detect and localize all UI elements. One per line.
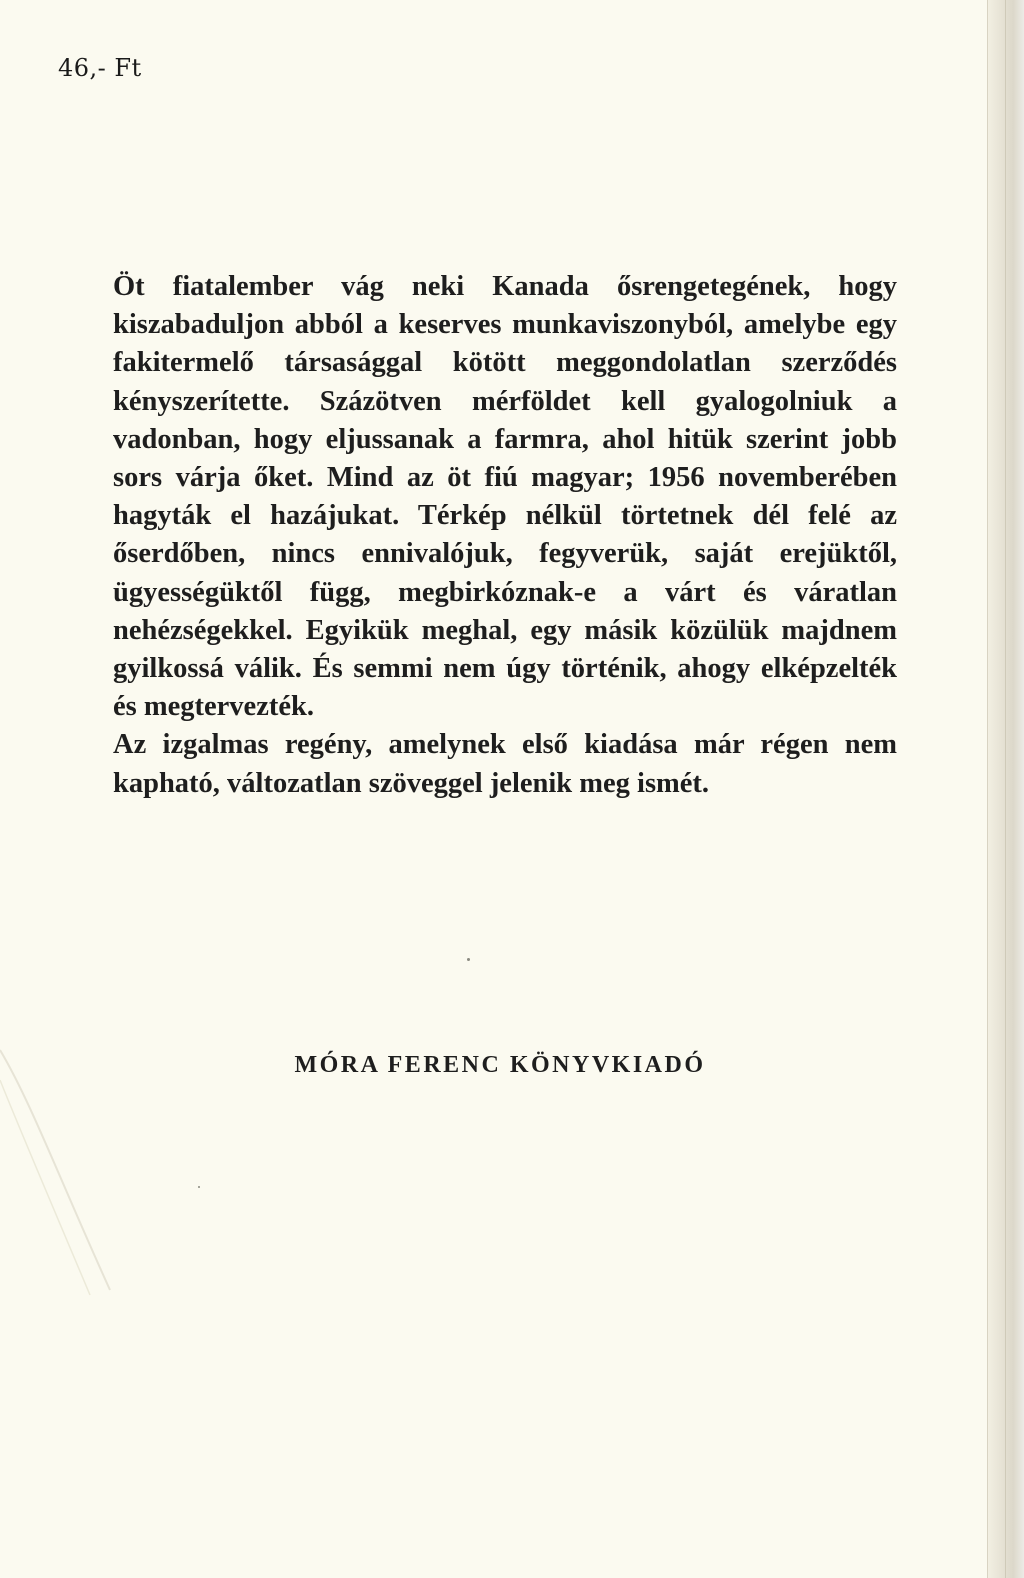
publisher-name: MÓRA FERENC KÖNYVKIADÓ [294, 1052, 706, 1078]
paper-speck [198, 1186, 200, 1188]
page-edge-line [1005, 0, 1006, 1578]
blurb-paragraph-2: Az izgalmas regény, amelynek első kiadása már régen nem kapható, változatlan szöveggel jelenik meg ismét. [113, 729, 897, 799]
page-edge [987, 0, 1024, 1578]
blurb-paragraph-1: Öt fiatalember vág neki Kanada ősrengetegének, hogy kiszabaduljon abból a keserves munkaviszonyból, amelybe egy fakitermelő társasággal kötött meggondolatlan szerződés kényszerítette. Százötven mérföldet kell gyalogolniuk a vadonban, hogy eljussanak a farmra, ahol hitük szerint jobb sors várja őket. Mind az öt fiú magyar; 1956 novemberében hagyták el hazájukat. Térkép nélkül törtetnek dél felé az őserdőben, nincs ennivalójuk, fegyverük, saját erejüktől, ügyességüktől függ, megbirkóznak-e a várt és váratlan nehézségekkel. Egyikük meghal, egy másik közülük majdnem gyilkossá válik. És semmi nem úgy történik, ahogy elképzelték és megtervezték. [113, 271, 897, 723]
paper-crease [0, 1040, 120, 1300]
paper-speck [467, 958, 470, 961]
blurb-text [113, 268, 897, 803]
price-label: 46,- Ft [58, 54, 142, 82]
